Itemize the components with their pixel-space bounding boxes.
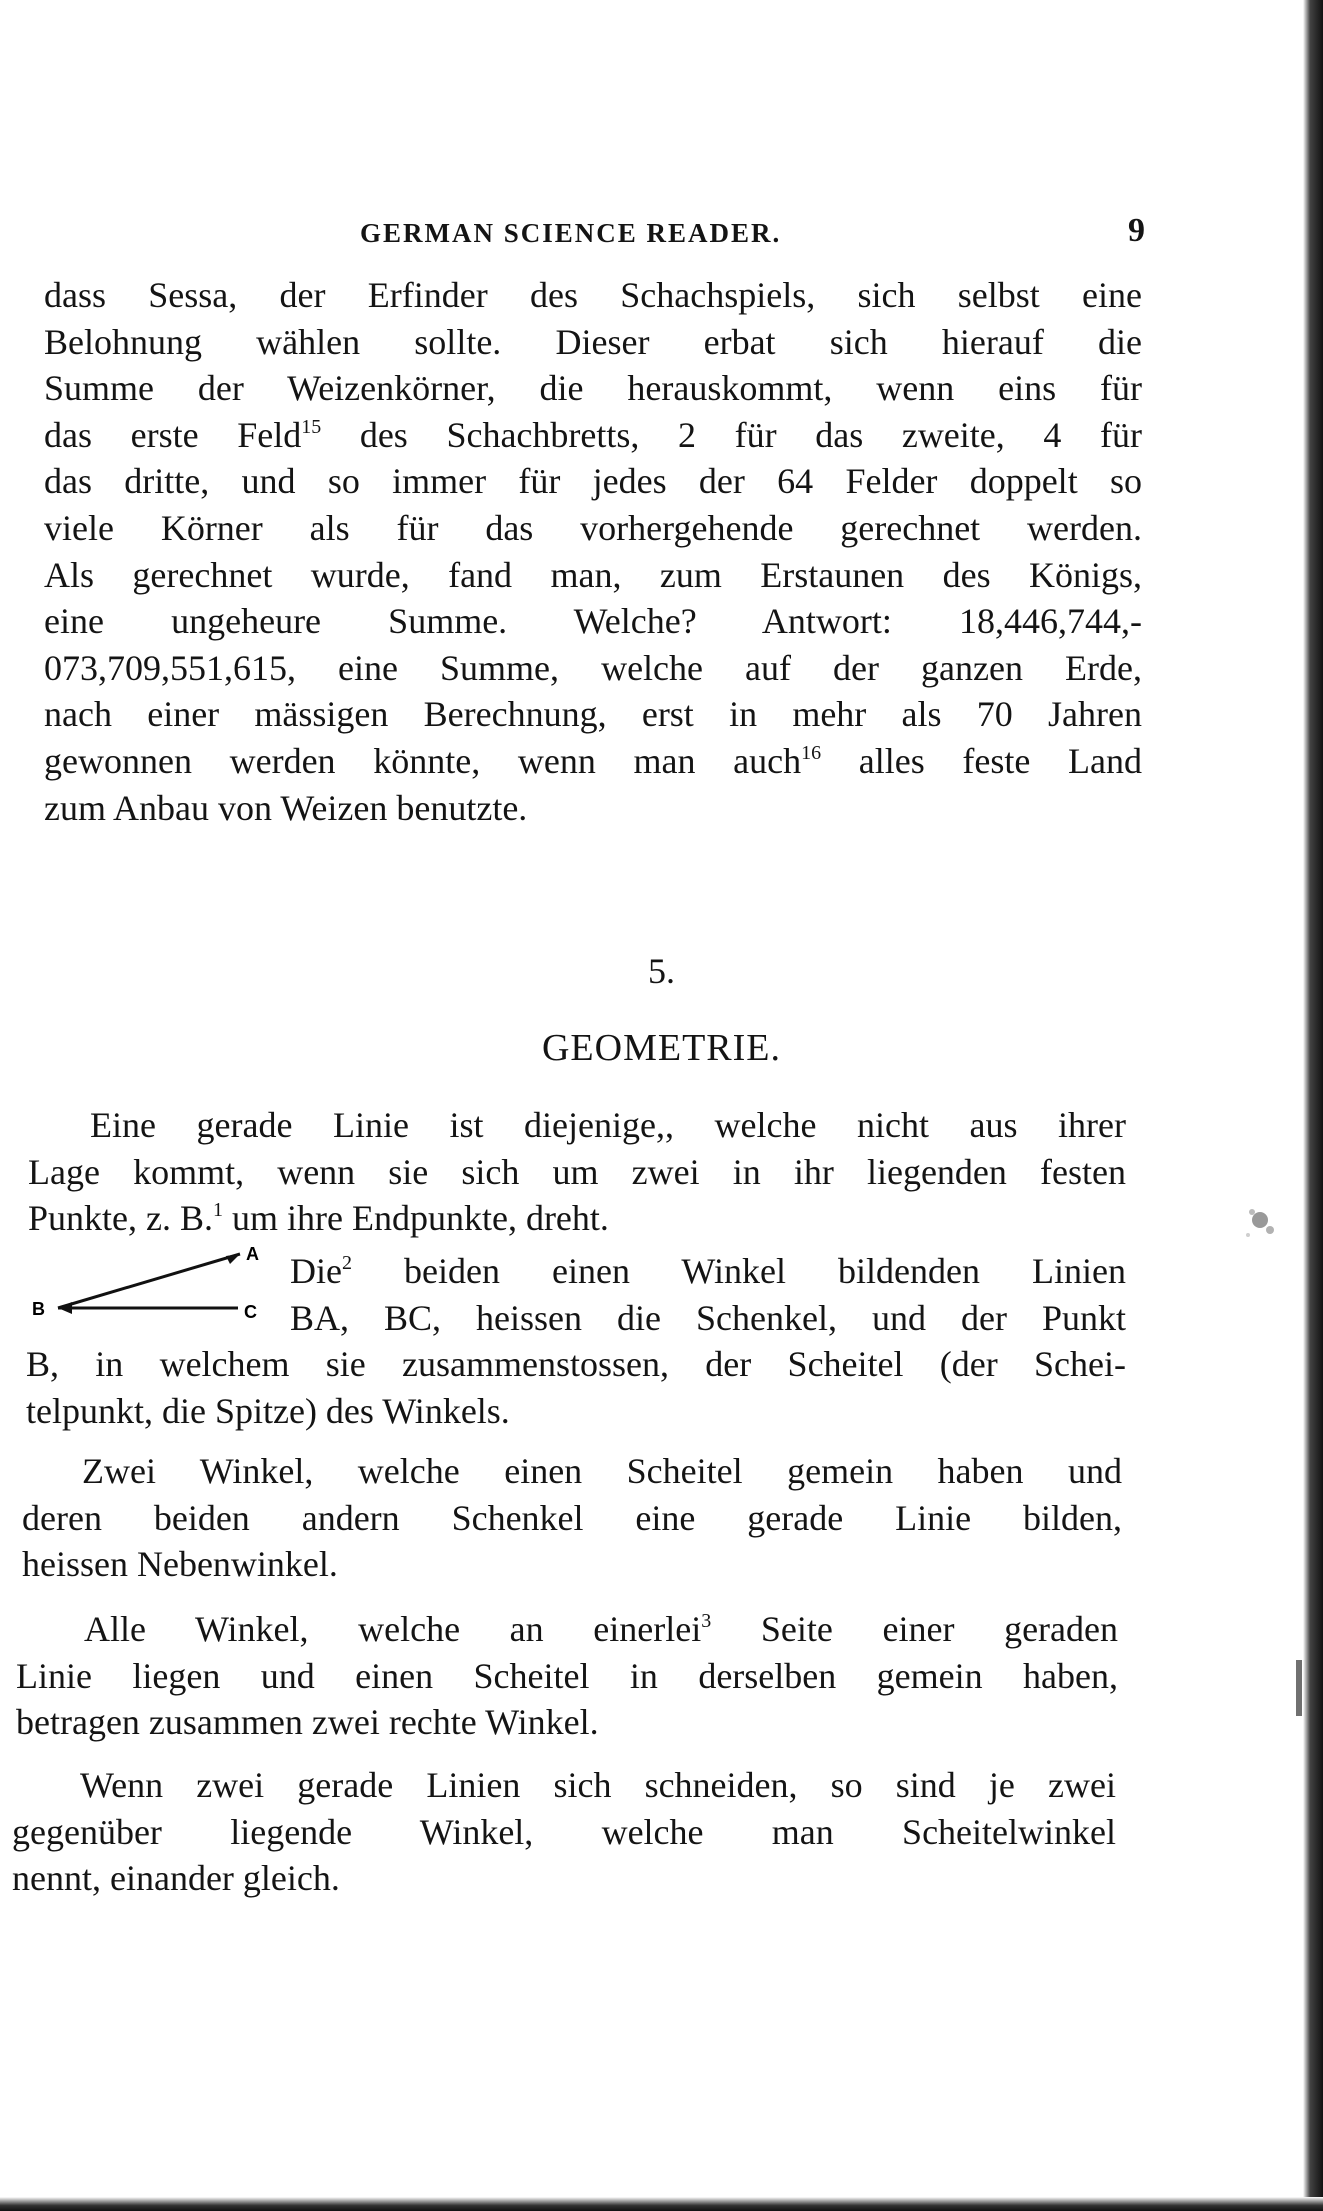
text-line — [22, 1448, 1122, 1495]
arrowhead-a — [226, 1254, 240, 1264]
footnote-mark: 2 — [341, 1252, 352, 1274]
text-segment: das erste Feld — [44, 414, 302, 455]
text-segment: Wenn zwei gerade Linien sich schneiden, so sind je zwei — [80, 1765, 1116, 1805]
footnote-mark: 16 — [801, 741, 822, 764]
text-segment: gewonnen werden könnte, wenn man auch — [44, 740, 802, 781]
text-line: 073,709,551,615, eine Summe, welche auf der ganzen Erde, — [44, 647, 1142, 688]
angle-figure — [22, 1238, 272, 1330]
scan-speck-margin — [1290, 1660, 1310, 1720]
text-line: Summe der Weizenkörner, die herauskommt, wenn eins für — [44, 368, 1142, 409]
text-segment: beiden einen Winkel bildenden Linien — [404, 1251, 1126, 1291]
text-segment: Zwei Winkel, welche einen Scheitel gemein haben und — [82, 1451, 1122, 1491]
running-head: GERMAN SCIENCE READER. — [360, 218, 782, 248]
text-line: viele Körner als für das vorhergehende gerechnet werden. — [44, 507, 1142, 548]
paragraph-gerade-linie — [28, 1102, 1126, 1242]
text-line — [290, 1248, 1126, 1295]
scan-speck-cluster — [1230, 1190, 1290, 1260]
text-line: betragen zusammen zwei rechte Winkel. — [16, 1702, 599, 1743]
text-line: Linie liegen und einen Scheitel in derselben gemein haben, — [16, 1655, 1118, 1696]
page-header — [0, 212, 1323, 262]
text-line: gegenüber liegende Winkel, welche man Scheitelwinkel — [12, 1811, 1116, 1852]
figure-label-a: A — [246, 1244, 259, 1264]
text-line: heissen Nebenwinkel. — [22, 1544, 338, 1585]
text-line — [28, 1195, 1126, 1242]
text-line — [44, 412, 1142, 459]
text-segment: Punkte, z. B. — [28, 1198, 213, 1239]
text-line: Lage kommt, wenn sie sich um zwei in ihr liegenden festen — [28, 1151, 1126, 1192]
text-segment: Seite einer geraden — [760, 1609, 1118, 1649]
paragraph-winkel-linien — [290, 1248, 1126, 1341]
text-segment: Alle Winkel, welche an einerlei — [84, 1609, 702, 1649]
text-line — [12, 1762, 1116, 1809]
text-line: nennt, einander gleich. — [12, 1858, 340, 1899]
figure-label-c: C — [244, 1302, 257, 1322]
page-edge-shadow — [1303, 0, 1323, 2211]
text-line: zum Anbau von Weizen benutzte. — [44, 787, 528, 828]
text-line: deren beiden andern Schenkel eine gerade Linie bilden, — [22, 1497, 1122, 1538]
text-line: telpunkt, die Spitze) des Winkels. — [26, 1390, 510, 1431]
section-number: 5. — [648, 951, 675, 991]
paragraph-scheitelwinkel — [12, 1762, 1116, 1902]
arrowhead-b — [58, 1302, 72, 1314]
text-segment: alles feste Land — [858, 740, 1143, 781]
text-line — [16, 1606, 1118, 1653]
footnote-mark: 1 — [213, 1199, 223, 1222]
text-line: Als gerechnet wurde, fand man, zum Erstaunen des Königs, — [44, 554, 1142, 595]
text-line: Belohnung wählen sollte. Dieser erbat sich hierauf die — [44, 321, 1142, 362]
paragraph-alle-winkel — [16, 1606, 1118, 1746]
text-segment: des Schachbretts, 2 für das zweite, 4 für — [359, 414, 1142, 455]
paragraph-nebenwinkel — [22, 1448, 1122, 1588]
paragraph-winkel-linien-cont — [26, 1341, 1126, 1434]
text-line — [44, 738, 1142, 785]
figure-label-b: B — [32, 1299, 45, 1319]
footnote-mark: 3 — [701, 1610, 712, 1632]
text-line: das dritte, und so immer für jedes der 64 Felder doppelt so — [44, 461, 1142, 502]
page-number: 9 — [1128, 212, 1145, 249]
text-line — [28, 1102, 1126, 1149]
text-line: eine ungeheure Summe. Welche? Antwort: 18,446,744,- — [44, 601, 1142, 642]
text-line: dass Sessa, der Erfinder des Schachspiels, sich selbst eine — [44, 275, 1142, 315]
section-title: GEOMETRIE. — [541, 1027, 782, 1069]
text-segment: Eine gerade Linie ist diejenige,, welche nicht aus ihrer — [90, 1105, 1126, 1145]
text-segment: um ihre Endpunkte, dreht. — [232, 1198, 609, 1239]
text-line: nach einer mässigen Berechnung, erst in mehr als 70 Jahren — [44, 694, 1142, 735]
text-segment: Die — [290, 1251, 342, 1291]
footnote-mark: 15 — [301, 415, 322, 438]
text-line: BA, BC, heissen die Schenkel, und der Punkt — [290, 1297, 1126, 1338]
text-line: B, in welchem sie zusammenstossen, der Scheitel (der Schei- — [26, 1344, 1126, 1384]
paragraph-sessa — [44, 272, 1142, 831]
page-bottom-shadow — [0, 2197, 1323, 2211]
ray-ba — [58, 1254, 240, 1308]
